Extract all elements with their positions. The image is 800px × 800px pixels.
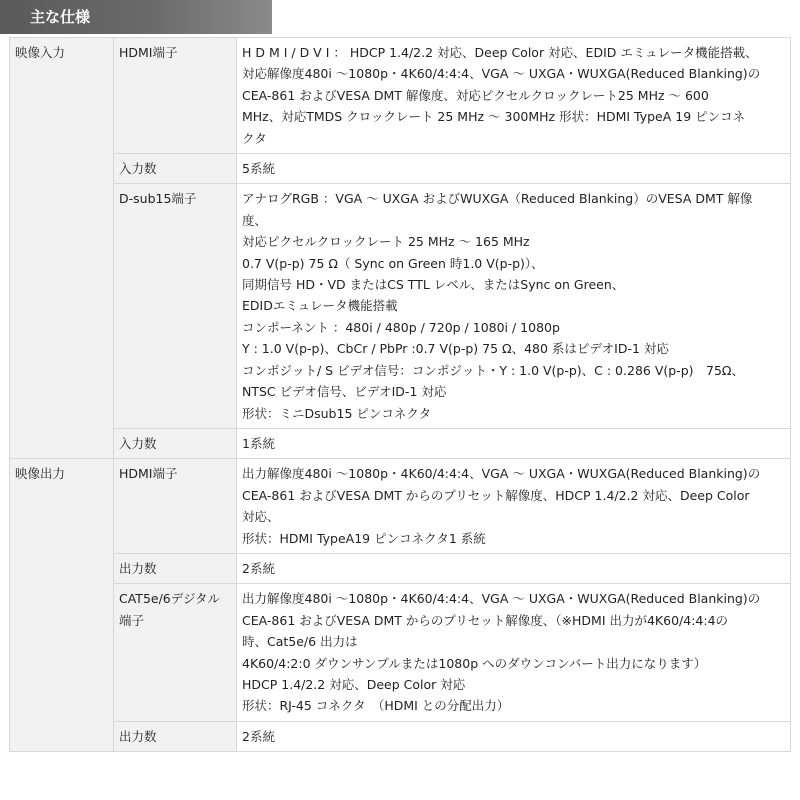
text-line: 0.7 V(p-p) 75 Ω（ Sync on Green 時1.0 V(p-p)）、: [242, 255, 544, 271]
value-input-count: 1系統: [237, 428, 791, 458]
text-line: 時、Cat5e/6 出力は: [242, 634, 358, 650]
text-line: 対応解像度480i ～1080p・4K60/4:4:4、VGA ～ UXGA・WUXGA(Reduced Blanking)の: [242, 66, 761, 82]
label-input-count: 入力数: [114, 154, 237, 184]
label-input-count: 入力数: [114, 428, 237, 458]
spec-row-output-cat-count: [10, 721, 791, 751]
text-line: CEA-861 およびVESA DMT からのプリセット解像度、HDCP 1.4/2.2 対応、Deep Color: [242, 487, 750, 503]
text-line: MHz、対応TMDS クロックレート 25 MHz ～ 300MHz 形状：HDMI TypeA 19 ピンコネ: [242, 109, 746, 125]
text-line: 出力解像度480i ～1080p・4K60/4:4:4、VGA ～ UXGA・WUXGA(Reduced Blanking)の: [242, 591, 761, 607]
spec-row-output-hdmi-count: [10, 553, 791, 583]
category-video-output: 映像出力: [10, 459, 114, 752]
value-input-dsub: [237, 184, 791, 428]
label-output-count: 出力数: [114, 553, 237, 583]
text-line: EDIDエミュレータ機能搭載: [242, 298, 398, 314]
value-output-count: 2系統: [237, 553, 791, 583]
value-output-cat: [237, 584, 791, 721]
value-output-count: 2系統: [237, 721, 791, 751]
text-line: アナログRGB ：VGA ～ UXGA およびWUXGA（Reduced Blanking）のVESA DMT 解像: [242, 191, 753, 207]
value-output-hdmi: [237, 459, 791, 554]
text-line: 形状：ミニDsub15 ピンコネクタ: [242, 405, 432, 421]
spec-row-output-hdmi: [10, 459, 791, 554]
text-line: NTSC ビデオ信号、ビデオID-1 対応: [242, 384, 447, 400]
spec-table: [9, 37, 791, 752]
text-line: 度、: [242, 212, 268, 228]
text-line: 4K60/4:2:0 ダウンサンプルまたは1080p へのダウンコンバート出力になります）: [242, 655, 707, 671]
value-input-hdmi: [237, 38, 791, 154]
text-line: Y : 1.0 V(p-p)、CbCr / PbPr :0.7 V(p-p) 75 Ω、480 系はビデオID-1 対応: [242, 341, 669, 357]
text-line: HDCP 1.4/2.2 対応、Deep Color 対応: [242, 676, 466, 692]
category-video-input: 映像入力: [10, 38, 114, 459]
text-line: CEA-861 およびVESA DMT からのプリセット解像度、（※HDMI 出力が4K60/4:4:4の: [242, 612, 729, 628]
text-line: 同期信号 HD・VD またはCS TTL レベル、またはSync on Green、: [242, 277, 625, 293]
text-line: クタ: [242, 130, 267, 146]
text-line: コンポジット/ S ビデオ信号：コンポジット・Y : 1.0 V(p-p)、C : 0.286 V(p-p) 75Ω、: [242, 362, 744, 378]
text-line: 形状：RJ-45 コネクタ （HDMI との分配出力）: [242, 698, 510, 714]
text-line: 対応、: [242, 509, 280, 525]
value-input-count: 5系統: [237, 154, 791, 184]
label-input-dsub: D-sub15端子: [114, 184, 237, 428]
label-output-count: 出力数: [114, 721, 237, 751]
text-line: 対応ピクセルクロックレート 25 MHz ～ 165 MHz: [242, 234, 530, 250]
label-output-hdmi: HDMI端子: [114, 459, 237, 554]
text-line: 出力解像度480i ～1080p・4K60/4:4:4、VGA ～ UXGA・WUXGA(Reduced Blanking)の: [242, 466, 761, 482]
text-line: コンポーネント ：480i / 480p / 720p / 1080i / 1080p: [242, 319, 560, 335]
label-input-hdmi: HDMI端子: [114, 38, 237, 154]
text-line: 形状：HDMI TypeA19 ピンコネクタ1 系統: [242, 530, 486, 546]
spec-row-output-cat: [10, 584, 791, 721]
spec-row-input-hdmi-count: [10, 154, 791, 184]
spec-row-input-dsub: [10, 184, 791, 428]
text-line: CEA-861 およびVESA DMT 解像度、対応ピクセルクロックレート25 MHz ～ 600: [242, 87, 709, 103]
label-output-cat: [114, 584, 237, 721]
text-line: H D M I / D V I ： HDCP 1.4/2.2 対応、Deep Color 対応、EDID エミュレータ機能搭載、: [242, 45, 758, 60]
spec-row-input-dsub-count: [10, 428, 791, 458]
label-line: CAT5e/6デジタル: [119, 591, 221, 607]
spec-row-input-hdmi: [10, 38, 791, 154]
section-header-main-specs: 主な仕様: [0, 0, 272, 34]
label-line: 端子: [119, 612, 145, 628]
